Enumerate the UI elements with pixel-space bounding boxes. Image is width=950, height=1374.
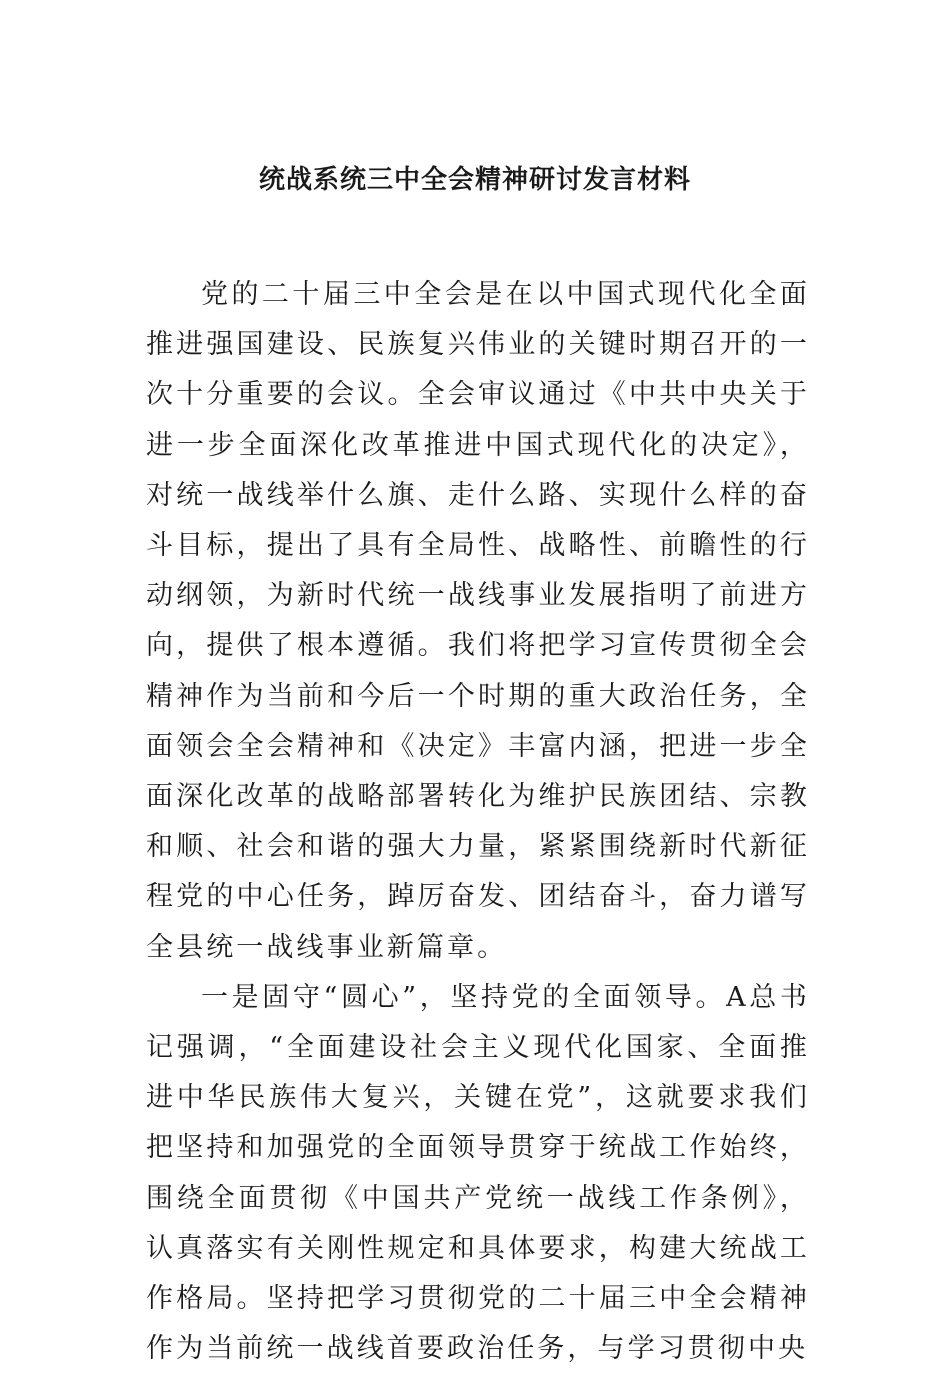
paragraph-intro: 党的二十届三中全会是在以中国式现代化全面推进强国建设、民族复兴伟业的关键时期召开的一次十分重要的会议。全会审议通过《中共中央关于进一步全面深化改革推进中国式现代化的决定》，对统一战线举什么旗、走什么路、实现什么样的奋斗目标，提出了具有全局性、战略性、前瞻性的行动纲领，为新时代统一战线事业发展指明了前进方向，提供了根本遵循。我们将把学习宣传贯彻全会精神作为当前和今后一个时期的重大政治任务，全面领会全会精神和《决定》丰富内涵，把进一步全面深化改革的战略部署转化为维护民族团结、宗教和顺、社会和谐的强大力量，紧紧围绕新时代新征程党的中心任务，踔厉奋发、团结奋斗，奋力谱写全县统一战线事业新篇章。: [146, 279, 810, 963]
document-title: 统战系统三中全会精神研讨发言材料: [258, 165, 691, 195]
paragraph-point-one: 一是固守“圆心”，坚持党的全面领导。A总书记强调，“全面建设社会主义现代化国家、全面推进中华民族伟大复兴，关键在党”，这就要求我们把坚持和加强党的全面领导贯穿于统战工作始终，围绕全面贯彻《中国共产党统一战线工作条例》，认真落实有关刚性规定和具体要求，构建大统战工作格局。坚持把学习贯彻党的二十届三中全会精神作为当前统一战线首要政治任务，与学习贯彻中央: [146, 981, 810, 1365]
document-body: [146, 270, 810, 1374]
